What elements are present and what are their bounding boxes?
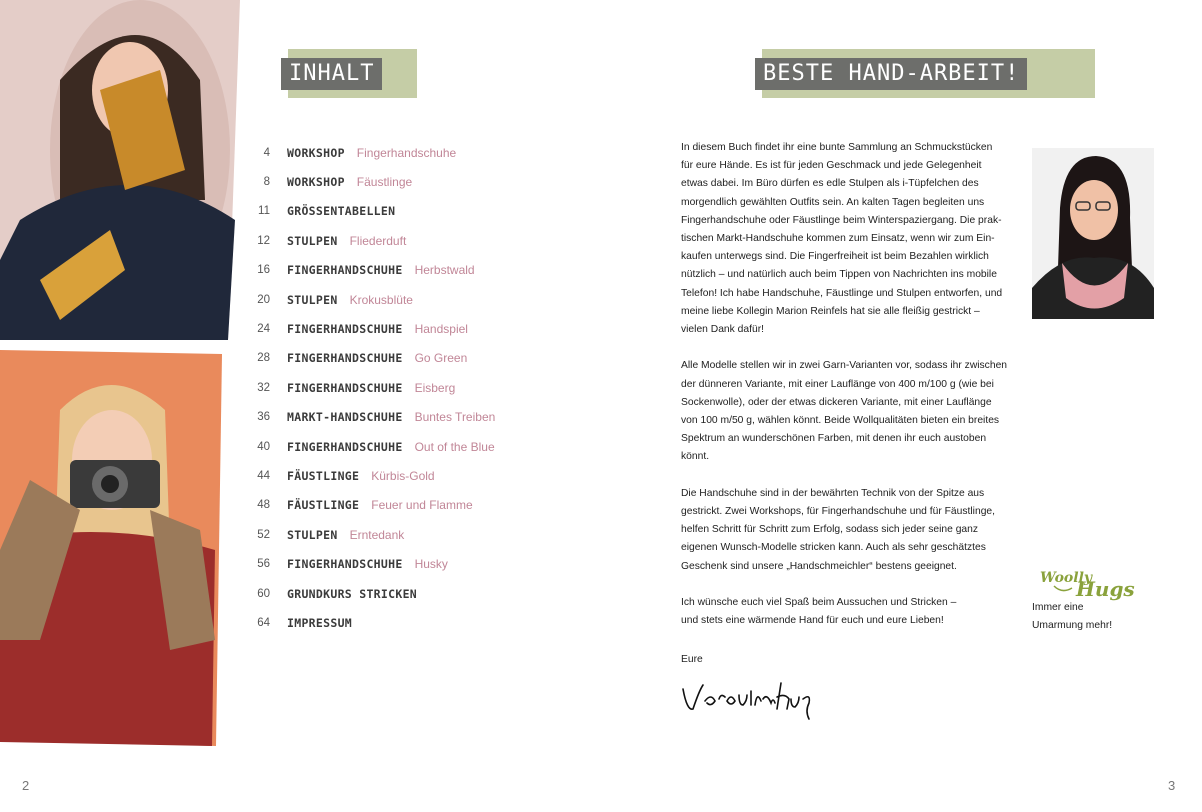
toc-row bbox=[248, 373, 578, 402]
text-line: könnt. bbox=[681, 451, 710, 463]
toc-row bbox=[248, 491, 578, 520]
signature-block bbox=[681, 654, 821, 726]
text-line: Alle Modelle stellen wir in zwei Garn-Varianten vor, sodass ihr zwischen bbox=[681, 360, 1008, 372]
toc-page-number: 36 bbox=[257, 411, 270, 424]
toc-category: WORKSHOP bbox=[287, 145, 345, 160]
toc-page-number: 11 bbox=[258, 205, 270, 218]
toc-category: GRUNDKURS STRICKEN bbox=[287, 586, 418, 601]
toc-category: MARKT-HANDSCHUHE bbox=[287, 410, 403, 425]
photo-woman-camera bbox=[0, 350, 222, 746]
toc-row bbox=[248, 549, 578, 578]
toc-title: Buntes Treiben bbox=[414, 410, 496, 425]
toc-page-number: 28 bbox=[257, 352, 270, 365]
toc-page-number: 32 bbox=[257, 381, 270, 394]
text-line: morgendlich gewählten Outfits sein. An kalten Tagen begleiten uns bbox=[681, 196, 985, 208]
toc-page-number: 52 bbox=[257, 528, 270, 541]
signature-image bbox=[681, 671, 821, 721]
toc-title: Eisberg bbox=[414, 380, 456, 395]
toc-row bbox=[248, 197, 578, 226]
toc-row bbox=[248, 285, 578, 314]
toc-title: Handspiel bbox=[414, 322, 468, 337]
intro-text bbox=[681, 139, 1016, 649]
page-number-right: 3 bbox=[1168, 778, 1176, 793]
toc-title: Erntedank bbox=[349, 527, 405, 542]
text-line: Telefon! Ich habe Handschuhe, Fäustlinge und Stulpen entworfen, und bbox=[681, 287, 1003, 299]
toc-category: FINGERHANDSCHUHE bbox=[287, 263, 403, 278]
page-number-left: 2 bbox=[22, 778, 30, 793]
toc-category: STULPEN bbox=[287, 292, 338, 307]
intro-paragraph bbox=[681, 485, 1016, 576]
toc-title: Fäustlinge bbox=[356, 175, 413, 190]
toc-page-number: 40 bbox=[257, 440, 270, 453]
logo-caption-line: Umarmung mehr! bbox=[1032, 620, 1113, 632]
toc-page-number: 8 bbox=[263, 176, 270, 189]
text-line: gestrickt. Zwei Workshops, für Fingerhandschuhe und für Fäustlinge, bbox=[681, 506, 996, 518]
text-line: meine liebe Kollegin Marion Reinfels hat sie alle fleißig gestrickt – bbox=[681, 305, 980, 317]
toc-row bbox=[248, 344, 578, 373]
toc-page-number: 20 bbox=[257, 293, 270, 306]
text-line: von 100 m/50 g, wählen könnt. Beide Wollqualitäten bieten ein breites bbox=[681, 415, 1000, 427]
text-line: Die Handschuhe sind in der bewährten Technik von der Spitze aus bbox=[681, 487, 985, 499]
text-line: kaufen unterwegs sind. Die Fingerfreiheit ist beim Bezahlen wirklich bbox=[681, 251, 989, 263]
toc-title: Fingerhandschuhe bbox=[356, 145, 457, 160]
text-line: Spektrum an wunderschönen Farben, mit denen ihr euch austoben bbox=[681, 433, 987, 445]
text-line: tischen Markt-Handschuhe kommen zum Einsatz, wenn wir zum Ein- bbox=[681, 233, 995, 245]
toc-page-number: 16 bbox=[257, 264, 270, 277]
toc-title: Krokusblüte bbox=[349, 292, 413, 307]
toc-page-number: 60 bbox=[257, 587, 270, 600]
logo-caption bbox=[1032, 599, 1112, 635]
toc-page-number: 56 bbox=[257, 558, 270, 571]
table-of-contents bbox=[248, 138, 578, 638]
text-line: nützlich – und natürlich auch beim Tippen von Nachrichten ins mobile bbox=[681, 269, 997, 281]
sign-label: Eure bbox=[681, 654, 703, 665]
toc-row bbox=[248, 579, 578, 608]
photo-woman-fingerless-gloves bbox=[0, 0, 240, 340]
toc-title: Out of the Blue bbox=[414, 439, 495, 454]
toc-category: STULPEN bbox=[287, 233, 338, 248]
toc-row bbox=[248, 520, 578, 549]
toc-title: Husky bbox=[414, 557, 448, 572]
toc-title: Go Green bbox=[414, 351, 468, 366]
text-line: Ich wünsche euch viel Spaß beim Aussuchen und Stricken – bbox=[681, 597, 957, 609]
toc-row bbox=[248, 314, 578, 343]
toc-category: FÄUSTLINGE bbox=[287, 498, 360, 513]
toc-title: Kürbis-Gold bbox=[371, 468, 435, 483]
author-portrait bbox=[1032, 148, 1154, 319]
toc-row bbox=[248, 403, 578, 432]
text-line: Fingerhandschuhe oder Fäustlinge beim Winterspaziergang. Die prak- bbox=[681, 214, 1002, 226]
toc-row bbox=[248, 226, 578, 255]
text-line: und stets eine wärmende Hand für euch und eure Lieben! bbox=[681, 615, 944, 627]
toc-category: GRÖSSENTABELLEN bbox=[287, 204, 396, 219]
text-line: helfen Schritt für Schritt zum Erfolg, sodass sich jeder seine ganz bbox=[681, 524, 979, 536]
text-line: für eure Hände. Es ist für jeden Geschmack und jede Gelegenheit bbox=[681, 160, 982, 172]
toc-row bbox=[248, 256, 578, 285]
text-line: etwas dabei. Im Büro dürfen es edle Stulpen als i-Tüpfelchen des bbox=[681, 178, 979, 190]
toc-row bbox=[248, 167, 578, 196]
toc-page-number: 12 bbox=[257, 234, 270, 247]
toc-title: Fliederduft bbox=[349, 233, 407, 248]
toc-page-number: 44 bbox=[257, 469, 270, 482]
text-line: der dünneren Variante, mit einer Lauflänge von 400 m/100 g (wie bei bbox=[681, 378, 994, 390]
toc-row bbox=[248, 432, 578, 461]
toc-row bbox=[248, 608, 578, 637]
toc-row bbox=[248, 138, 578, 167]
toc-category: FINGERHANDSCHUHE bbox=[287, 351, 403, 366]
toc-page-number: 24 bbox=[257, 323, 270, 336]
toc-category: FINGERHANDSCHUHE bbox=[287, 439, 403, 454]
intro-heading-text: BESTE HAND-ARBEIT! bbox=[755, 58, 1027, 90]
toc-category: STULPEN bbox=[287, 527, 338, 542]
toc-row bbox=[248, 461, 578, 490]
text-line: Geschenk sind unsere „Handschmeichler“ bestens geeignet. bbox=[681, 560, 957, 572]
toc-page-number: 48 bbox=[257, 499, 270, 512]
toc-category: IMPRESSUM bbox=[287, 615, 353, 630]
toc-heading-text: INHALT bbox=[281, 58, 382, 90]
toc-title: Herbstwald bbox=[414, 263, 475, 278]
toc-page-number: 4 bbox=[263, 146, 270, 159]
intro-paragraph bbox=[681, 357, 1016, 466]
text-line: vielen Dank dafür! bbox=[681, 324, 764, 336]
logo-caption-line: Immer eine bbox=[1032, 602, 1084, 613]
intro-paragraph bbox=[681, 594, 1016, 630]
toc-category: FINGERHANDSCHUHE bbox=[287, 322, 403, 337]
toc-category: WORKSHOP bbox=[287, 175, 345, 190]
toc-title: Feuer und Flamme bbox=[371, 498, 473, 513]
text-line: eigenen Wunsch-Modelle stricken kann. Auch als sehr geschätztes bbox=[681, 542, 986, 554]
toc-category: FINGERHANDSCHUHE bbox=[287, 557, 403, 572]
text-line: In diesem Buch findet ihr eine bunte Sammlung an Schmuckstücken bbox=[681, 142, 993, 153]
toc-category: FÄUSTLINGE bbox=[287, 468, 360, 483]
svg-text:Woolly: Woolly bbox=[1040, 570, 1093, 586]
text-line: Sockenwolle), oder der etwas dickeren Variante, mit einer Lauflänge bbox=[681, 396, 992, 408]
svg-text:Hugs: Hugs bbox=[1076, 577, 1135, 601]
intro-paragraph bbox=[681, 139, 1016, 339]
toc-page-number: 64 bbox=[257, 616, 270, 629]
toc-category: FINGERHANDSCHUHE bbox=[287, 380, 403, 395]
